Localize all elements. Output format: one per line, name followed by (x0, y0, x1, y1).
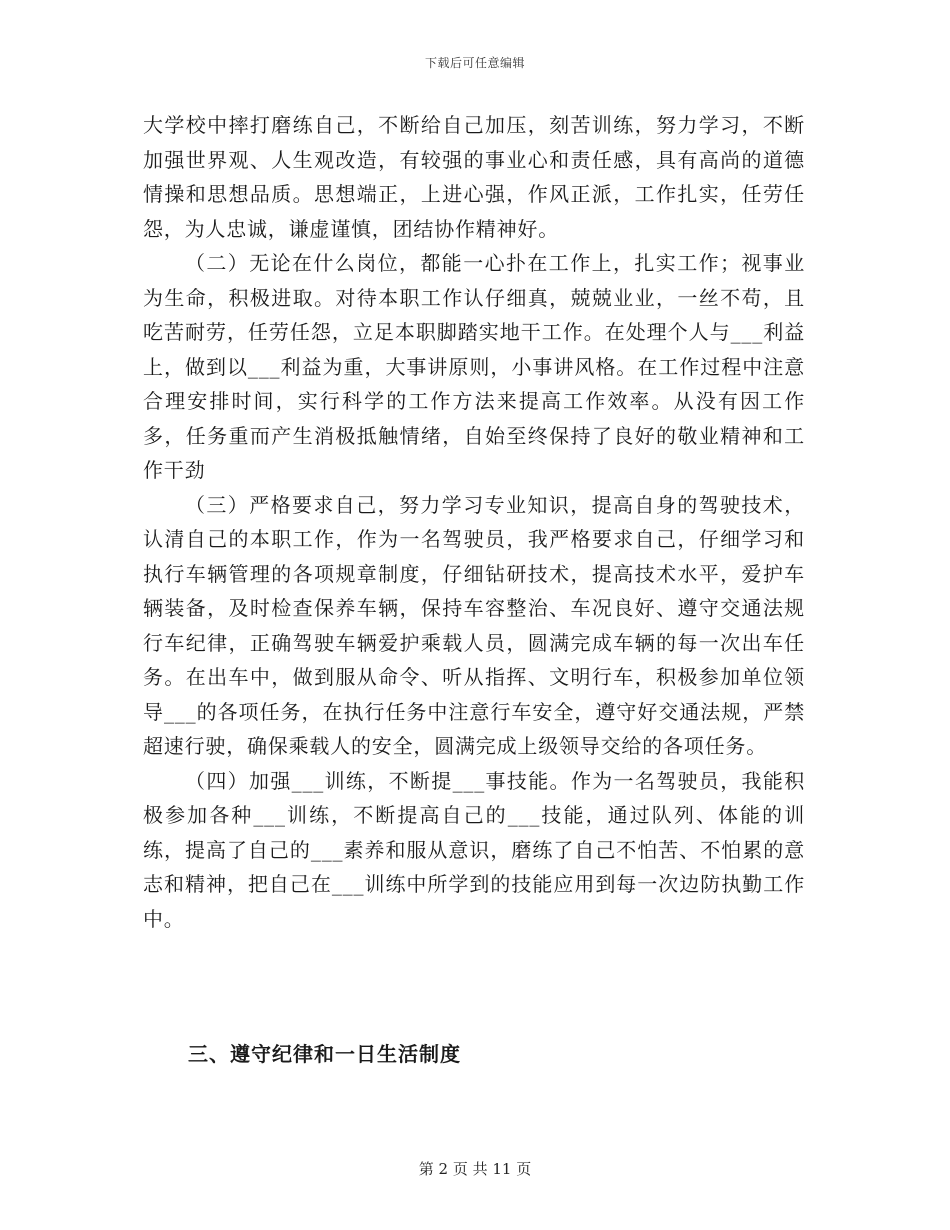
paragraph-continued: 大学校中摔打磨练自己，不断给自己加压，刻苦训练，努力学习，不断加强世界观、人生观改造，有较强的事业心和责任感，具有高尚的道德情操和思想品质。思想端正，上进心强，作风正派，工作扎实，任劳任怨，为人忠诚，谦虚谨慎，团结协作精神好。 (143, 113, 805, 241)
document-body (143, 108, 805, 936)
paragraph-section-3: （三）严格要求自己，努力学习专业知识，提高自身的驾驶技术，认清自己的本职工作，作为一名驾驶员，我严格要求自己，仔细学习和执行车辆管理的各项规章制度，仔细钻研技术，提高技术水平，爱护车辆装备，及时检查保养车辆，保持车容整治、车况良好、遵守交通法规行车纪律，正确驾驶车辆爱护乘载人员，圆满完成车辆的每一次出车任务。在出车中，做到服从命令、听从指挥、文明行车，积极参加单位领导___的各项任务，在执行任务中注意行车安全，遵守好交通法规，严禁超速行驶，确保乘载人的安全，圆满完成上级领导交给的各项任务。 (143, 492, 805, 758)
section-heading: 三、遵守纪律和一日生活制度 (188, 1042, 461, 1066)
page-footer: 第 2 页 共 11 页 (418, 1160, 532, 1178)
paragraph-section-2: （二）无论在什么岗位，都能一心扑在工作上，扎实工作；视事业为生命，积极进取。对待本职工作认仔细真，兢兢业业，一丝不苟，且吃苦耐劳，任劳任怨，立足本职脚踏实地干工作。在处理个人与___利益上，做到以___利益为重，大事讲原则，小事讲风格。在工作过程中注意合理安排时间，实行科学的工作方法来提高工作效率。从没有因工作多，任务重而产生消极抵触情绪，自始至终保持了良好的敬业精神和工作干劲 (143, 251, 805, 482)
page-header: 下载后可任意编辑 (424, 56, 525, 70)
paragraph-section-4: （四）加强___训练，不断提___事技能。作为一名驾驶员，我能积极参加各种___训练，不断提高自己的___技能，通过队列、体能的训练，提高了自己的___素养和服从意识，磨练了自己不怕苦、不怕累的意志和精神，把自己在___训练中所学到的技能应用到每一次边防执勤工作中。 (143, 768, 805, 931)
